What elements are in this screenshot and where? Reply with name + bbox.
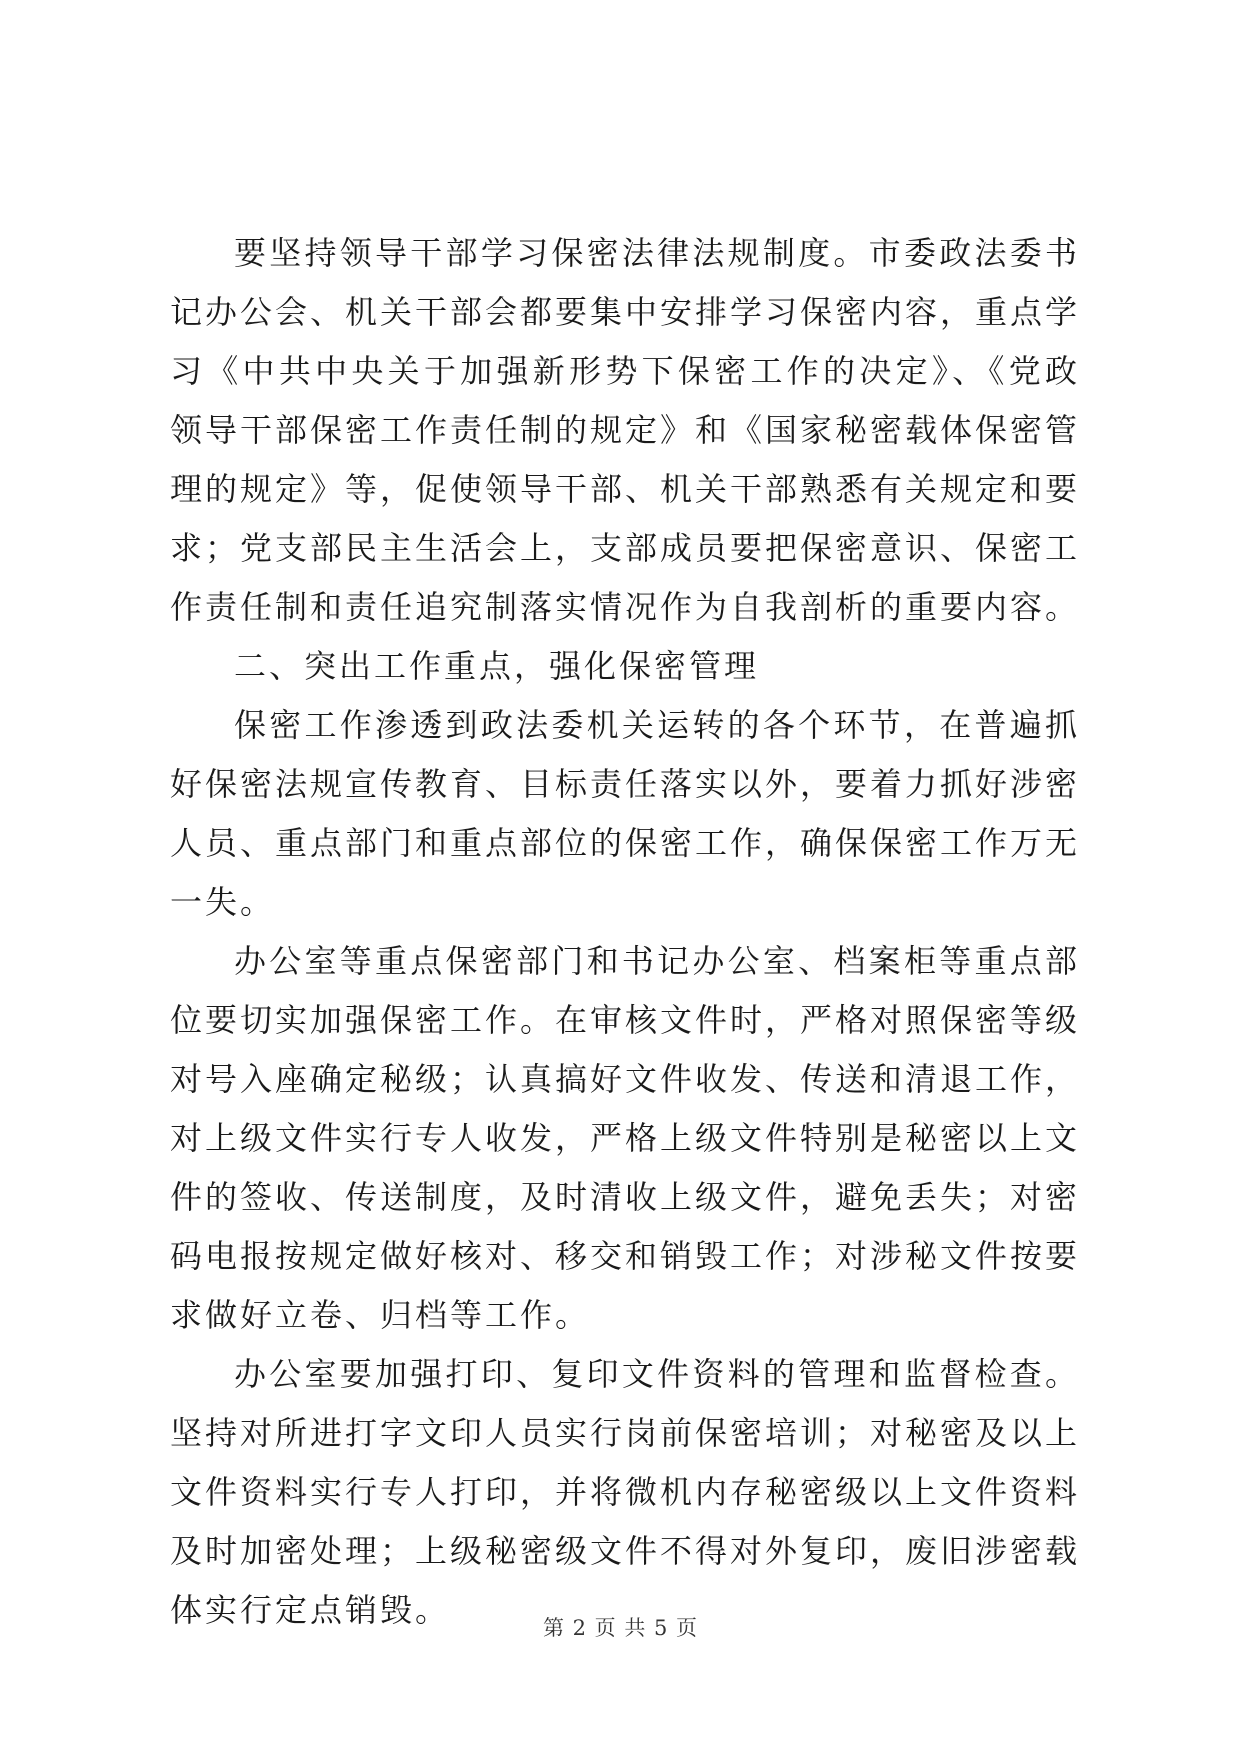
document-body — [170, 224, 1080, 1640]
paragraph-printing-management: 办公室要加强打印、复印文件资料的管理和监督检查。坚持对所进打字文印人员实行岗前保密培训；对秘密及以上文件资料实行专人打印，并将微机内存秘密级以上文件资料及时加密处理；上级秘密级文件不得对外复印，废旧涉密载体实行定点销毁。 — [170, 1355, 1081, 1629]
section-heading-2: 二、突出工作重点，强化保密管理 — [234, 647, 760, 685]
paragraph-office-security: 办公室等重点保密部门和书记办公室、档案柜等重点部位要切实加强保密工作。在审核文件时，严格对照保密等级对号入座确定秘级；认真搞好文件收发、传送和清退工作，对上级文件实行专人收发，严格上级文件特别是秘密以上文件的签收、传送制度，及时清收上级文件，避免丢失；对密码电报按规定做好核对、移交和销毁工作；对涉秘文件按要求做好立卷、归档等工作。 — [170, 942, 1081, 1334]
page-number-footer: 第 2 页 共 5 页 — [542, 1616, 699, 1640]
paragraph-key-points: 保密工作渗透到政法委机关运转的各个环节，在普遍抓好保密法规宣传教育、目标责任落实以外，要着力抓好涉密人员、重点部门和重点部位的保密工作，确保保密工作万无一失。 — [170, 706, 1081, 921]
paragraph-study-regulations: 要坚持领导干部学习保密法律法规制度。市委政法委书记办公会、机关干部会都要集中安排学习保密内容，重点学习《中共中央关于加强新形势下保密工作的决定》、《党政领导干部保密工作责任制的规定》和《国家秘密载体保密管理的规定》等，促使领导干部、机关干部熟悉有关规定和要求；党支部民主生活会上，支部成员要把保密意识、保密工作责任制和责任追究制落实情况作为自我剖析的重要内容。 — [170, 234, 1081, 626]
